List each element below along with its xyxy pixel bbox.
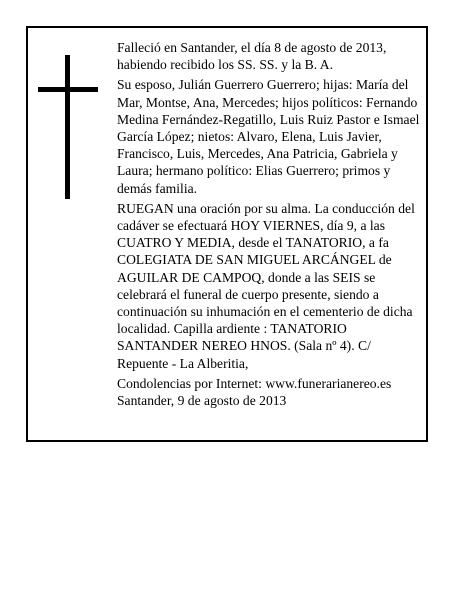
funeral-details: RUEGAN una oración por su alma. La conducción del cadáver se efectuará HOY VIERNES, día 9, a las CUATRO Y MEDIA, desde el TANATORIO, a fa COLEGIATA DE SAN MIGUEL ARCÁNGEL de AGUILAR DE CAMPOQ, donde a las SEIS se celebrará el funeral de cuerpo presente, siendo a continuación su inhumación en el cementerio de dicha localidad. Capilla ardiente : TANATORIO SANTANDER NEREO HNOS. (Sala nº 4). C/ Repuente - La Alberitia,: [117, 200, 415, 371]
family-list: Su esposo, Julián Guerrero Guerrero; hijas: María del Mar, Montse, Ana, Mercedes; hijos políticos: Fernando Medina Fernández-Regatillo, Luis Ruiz Pastor e Ismael García López; nietos: Alvaro, Elena, Luis Javier, Francisco, Luis, Mercedes, Ana Patricia, Gabriela y Laura; hermano político: Elias Guerrero; primos y demás familia.: [117, 77, 420, 196]
place-date: Santander, 9 de agosto de 2013: [117, 393, 287, 409]
online-condolences: Condolencias por Internet: www.funerarianereo.es: [117, 375, 392, 391]
death-announcement: Falleció en Santander, el día 8 de agosto de 2013, habiendo recibido los SS. SS. y la B. A.: [117, 40, 387, 73]
cross-vertical-bar: [65, 55, 70, 199]
cross-horizontal-bar: [38, 87, 98, 92]
obituary-notice: [26, 26, 428, 442]
cross-icon: [38, 55, 98, 199]
notice-body: [117, 39, 422, 409]
